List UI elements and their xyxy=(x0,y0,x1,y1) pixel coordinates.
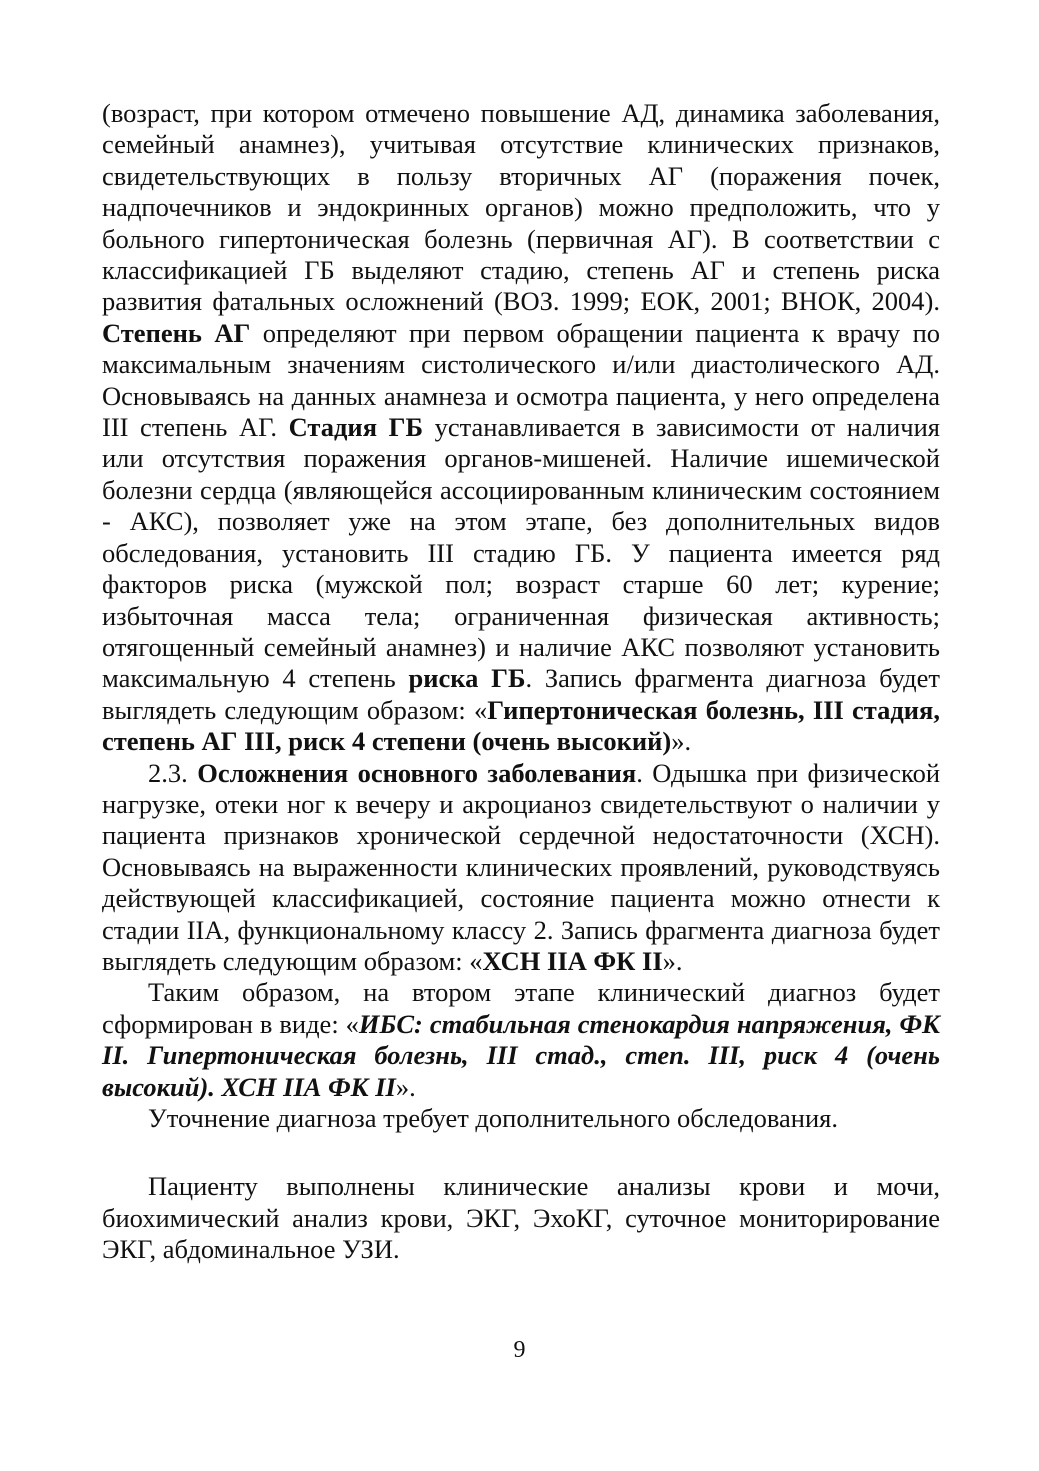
bold-term-ag-degree: Степень АГ xyxy=(102,317,251,348)
bold-term-gb-stage: Стадия ГБ xyxy=(288,412,423,443)
text-span: Пациенту выполнены клинические анализы крови и мочи, биохимический анализ крови, ЭКГ, ЭхоКГ, суточное мониторирование ЭКГ, абдоминальное УЗИ. xyxy=(102,1171,940,1265)
page-number: 9 xyxy=(513,1337,526,1363)
bold-term-gb-risk: риска ГБ xyxy=(408,663,526,694)
text-span: (возраст, при котором отмечено повышение АД, динамика заболевания, семейный анамнез), учитывая отсутствие клинических признаков, свидетельствующих в пользу вторичных АГ (поражения почек, надпочечников и эндокринных органов) можно предположить, что у больного гипертоническая болезнь (первичная АГ). В соответствии с классификацией ГБ выделяют стадию, степень АГ и степень риска развития фатальных осложнений (ВОЗ. 1999; ЕОК, 2001; ВНОК, 2004). xyxy=(102,98,940,317)
bold-diagnosis-fragment: Гипертоническая болезнь, III стадия, степень АГ III, риск 4 степени (очень высокий) xyxy=(102,694,941,757)
text-span: устанавливается в зависимости от наличия или отсутствия поражения органов-мишеней. Наличие ишемической болезни сердца (являющейся ассоциированным клиническим состоянием - АКС), позволяет уже на этом этапе, без дополнительных видов обследования, установить III стадию ГБ. У пациента имеется ряд факторов риска (мужской пол; возраст старше 60 лет; курение; избыточная масса тела; ограниченная физическая активность; отягощенный семейный анамнез) и наличие АКС позволяют установить максимальную 4 степень xyxy=(102,412,940,694)
paragraph-hypertension-staging xyxy=(102,98,940,758)
text-span: Таким образом, на втором этапе клинический диагноз будет сформирован в виде: « xyxy=(102,977,940,1039)
text-span: определяют при первом обращении пациента к врачу по максимальным значениям систолического и/или диастолического АД. Основываясь на данных анамнеза и осмотра пациента, у него определена III степень АГ. xyxy=(102,317,940,443)
bold-italic-diagnosis: ИБС: стабильная стенокардия напряжения, ФК II. Гипертоническая болезнь, III стад., степ. III, риск 4 (очень высокий). ХСН IIА ФК II xyxy=(102,1008,940,1102)
text-span: 2.3. xyxy=(148,757,198,788)
text-span: ». xyxy=(671,726,692,757)
paragraph-refinement xyxy=(102,1103,940,1134)
text-span: . Одышка при физической нагрузке, отеки ног к вечеру и акроцианоз свидетельствуют о наличии у пациента признаков хронической сердечной недостаточности (ХСН). Основываясь на выраженности клинических проявлений, руководствуясь действующей классификацией, состояние пациента можно отнести к стадии IIА, функциональному классу 2. Запись фрагмента диагноза будет выглядеть следующим образом: « xyxy=(102,757,940,976)
bold-section-heading: Осложнения основного заболевания xyxy=(197,757,637,788)
text-span: . Запись фрагмента диагноза будет выглядеть следующим образом: « xyxy=(102,663,940,725)
text-span: ». xyxy=(395,1071,416,1102)
text-span: Уточнение диагноза требует дополнительного обследования. xyxy=(148,1103,838,1133)
page-body xyxy=(102,98,940,1266)
text-span: ». xyxy=(662,945,683,976)
paragraph-complications xyxy=(102,758,940,978)
paragraph-clinical-diagnosis xyxy=(102,977,940,1103)
paragraph-tests-performed xyxy=(102,1171,940,1265)
bold-diagnosis-fragment: ХСН IIА ФК II xyxy=(482,945,663,976)
